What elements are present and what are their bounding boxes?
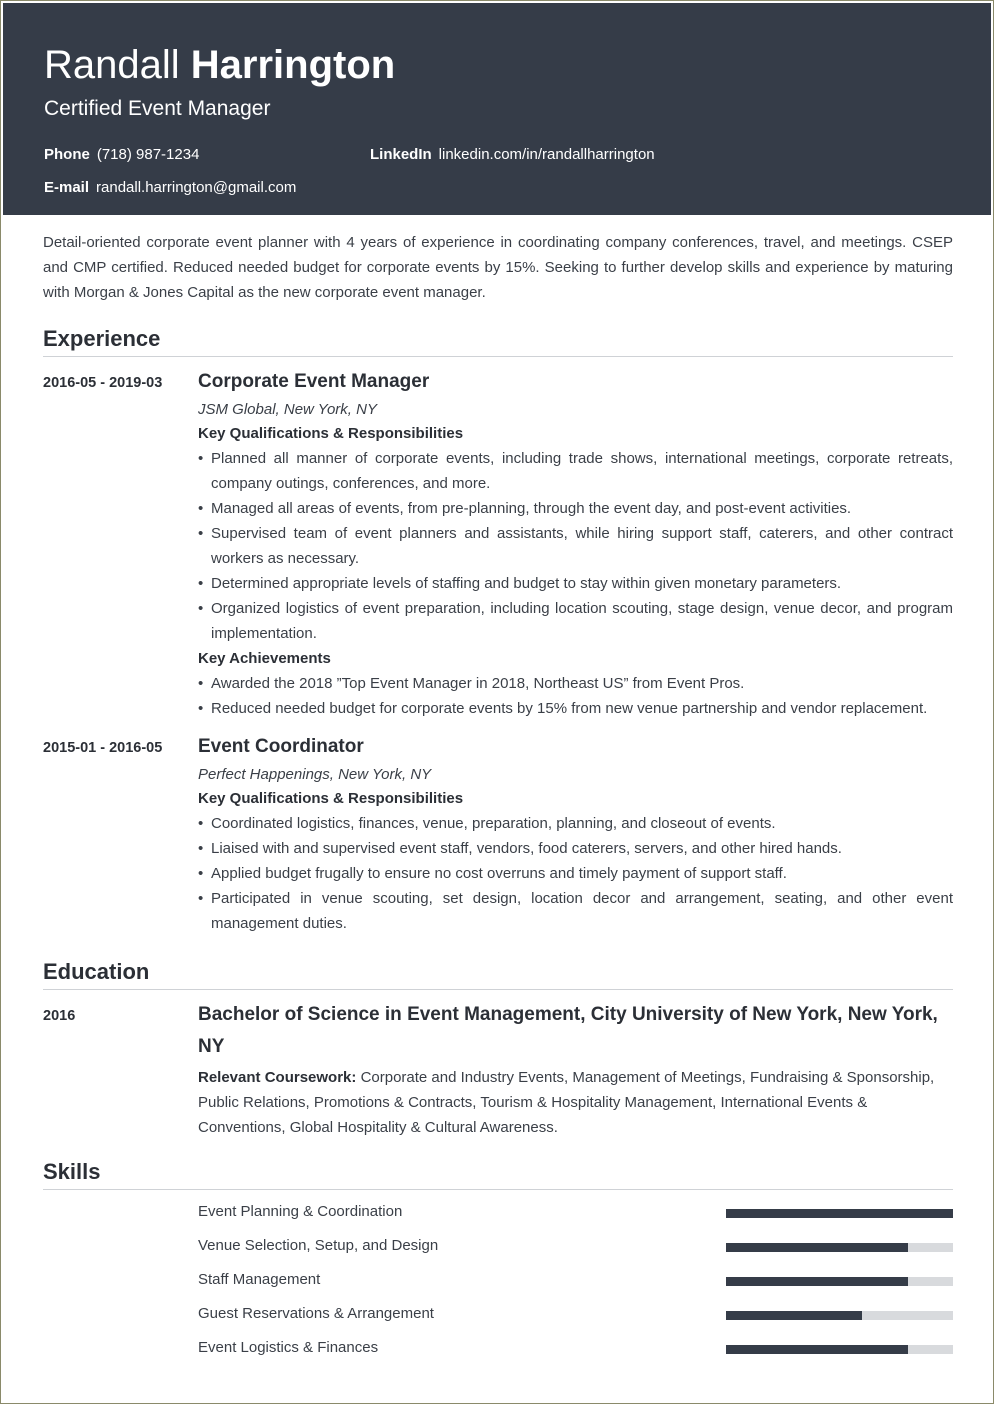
skill-name: Guest Reservations & Arrangement <box>198 1305 434 1322</box>
job-company: JSM Global, New York, NY <box>198 401 377 418</box>
skill-level-fill <box>726 1345 908 1354</box>
skill-name: Event Logistics & Finances <box>198 1339 379 1356</box>
skill-row <box>198 1235 953 1259</box>
job-company: Perfect Happenings, New York, NY <box>198 766 432 783</box>
list-item: • Liaised with and supervised event staff, vendors, food caterers, servers, and other hired hands. <box>198 836 953 861</box>
email-link[interactable]: randall.harrington@gmail.com <box>96 179 297 196</box>
resume-header <box>3 3 991 215</box>
job-title: Corporate Event Manager <box>198 371 430 392</box>
summary-paragraph: Detail-oriented corporate event planner with 4 years of experience in coordinating company conferences, travel, and meetings. CSEP and CMP certified. Reduced needed budget for corporate events by 15%. Seeking to further develop skills and experience by maturing with Morgan & Jones Capital as the new corporate event manager. <box>43 234 953 301</box>
achievements-heading: Key Achievements <box>198 650 331 667</box>
job-title: Event Coordinator <box>198 736 364 757</box>
job-dates: 2015-01 - 2016-05 <box>43 740 163 756</box>
skill-row <box>198 1337 953 1361</box>
coursework-text: Corporate and Industry Events, Management of Meetings, Fundraising & Sponsorship, Public Relations, Promotions & Contracts, Tourism & Hospitality Management, International Events & Conventions, Global Hospitality & Cultural Awareness. <box>198 1069 935 1136</box>
skill-level-bar <box>726 1311 953 1320</box>
phone-value: (718) 987-1234 <box>96 146 200 163</box>
skill-level-bar <box>726 1243 953 1252</box>
list-item: • Applied budget frugally to ensure no cost overruns and timely payment of support staff. <box>198 861 953 886</box>
skill-level-bar <box>726 1209 953 1218</box>
skills-heading: Skills <box>43 1158 953 1190</box>
skill-level-fill <box>726 1277 908 1286</box>
coursework <box>198 1065 953 1140</box>
skill-row <box>198 1303 953 1327</box>
contact-phone <box>44 145 199 165</box>
first-name: Randall <box>44 43 180 87</box>
qualifications-list <box>198 446 953 646</box>
skill-level-fill <box>726 1209 953 1218</box>
candidate-name <box>44 41 395 89</box>
skill-name: Venue Selection, Setup, and Design <box>198 1237 439 1254</box>
email-label: E-mail <box>44 179 90 196</box>
list-item: • Planned all manner of corporate events, including trade shows, international meetings, corporate retreats, company outings, conferences, and more. <box>198 446 953 496</box>
experience-heading: Experience <box>43 325 953 357</box>
list-item: • Awarded the 2018 ”Top Event Manager in 2018, Northeast US” from Event Pros. <box>198 671 953 696</box>
skill-name: Staff Management <box>198 1271 321 1288</box>
list-item: • Reduced needed budget for corporate events by 15% from new venue partnership and vendor replacement. <box>198 696 953 721</box>
achievements-list <box>198 671 953 721</box>
qualifications-heading: Key Qualifications & Responsibilities <box>198 425 464 442</box>
job-entry <box>198 734 953 936</box>
skill-row <box>198 1201 953 1225</box>
skill-level-bar <box>726 1277 953 1286</box>
linkedin-label: LinkedIn <box>370 146 432 163</box>
list-item: • Organized logistics of event preparation, including location scouting, stage design, venue decor, and program implementation. <box>198 596 953 646</box>
list-item: • Supervised team of event planners and assistants, while hiring support staff, caterers, and other contract workers as necessary. <box>198 521 953 571</box>
skill-level-bar <box>726 1345 953 1354</box>
skill-level-fill <box>726 1311 862 1320</box>
education-year: 2016 <box>43 1008 76 1024</box>
education-heading: Education <box>43 958 953 990</box>
list-item: • Coordinated logistics, finances, venue, preparation, planning, and closeout of events. <box>198 811 953 836</box>
skill-name: Event Planning & Coordination <box>198 1203 403 1220</box>
phone-label: Phone <box>44 146 90 163</box>
list-item: • Determined appropriate levels of staffing and budget to stay within given monetary parameters. <box>198 571 953 596</box>
job-entry <box>198 369 953 721</box>
job-dates: 2016-05 - 2019-03 <box>43 375 163 391</box>
last-name: Harrington <box>190 43 396 87</box>
skill-level-fill <box>726 1243 908 1252</box>
list-item: • Participated in venue scouting, set design, location decor and arrangement, seating, and other event management duties. <box>198 886 953 936</box>
headline: Certified Event Manager <box>44 97 271 120</box>
linkedin-link[interactable]: linkedin.com/in/randallharrington <box>438 146 655 163</box>
qualifications-list <box>198 811 953 936</box>
qualifications-heading: Key Qualifications & Responsibilities <box>198 790 464 807</box>
contact-linkedin <box>370 145 655 165</box>
contact-email <box>44 178 296 198</box>
list-item: • Managed all areas of events, from pre-planning, through the event day, and post-event activities. <box>198 496 953 521</box>
skill-row <box>198 1269 953 1293</box>
degree-title: Bachelor of Science in Event Management, City University of New York, New York, NY <box>198 1004 938 1057</box>
coursework-label: Relevant Coursework: <box>198 1069 357 1086</box>
education-entry <box>198 999 953 1140</box>
